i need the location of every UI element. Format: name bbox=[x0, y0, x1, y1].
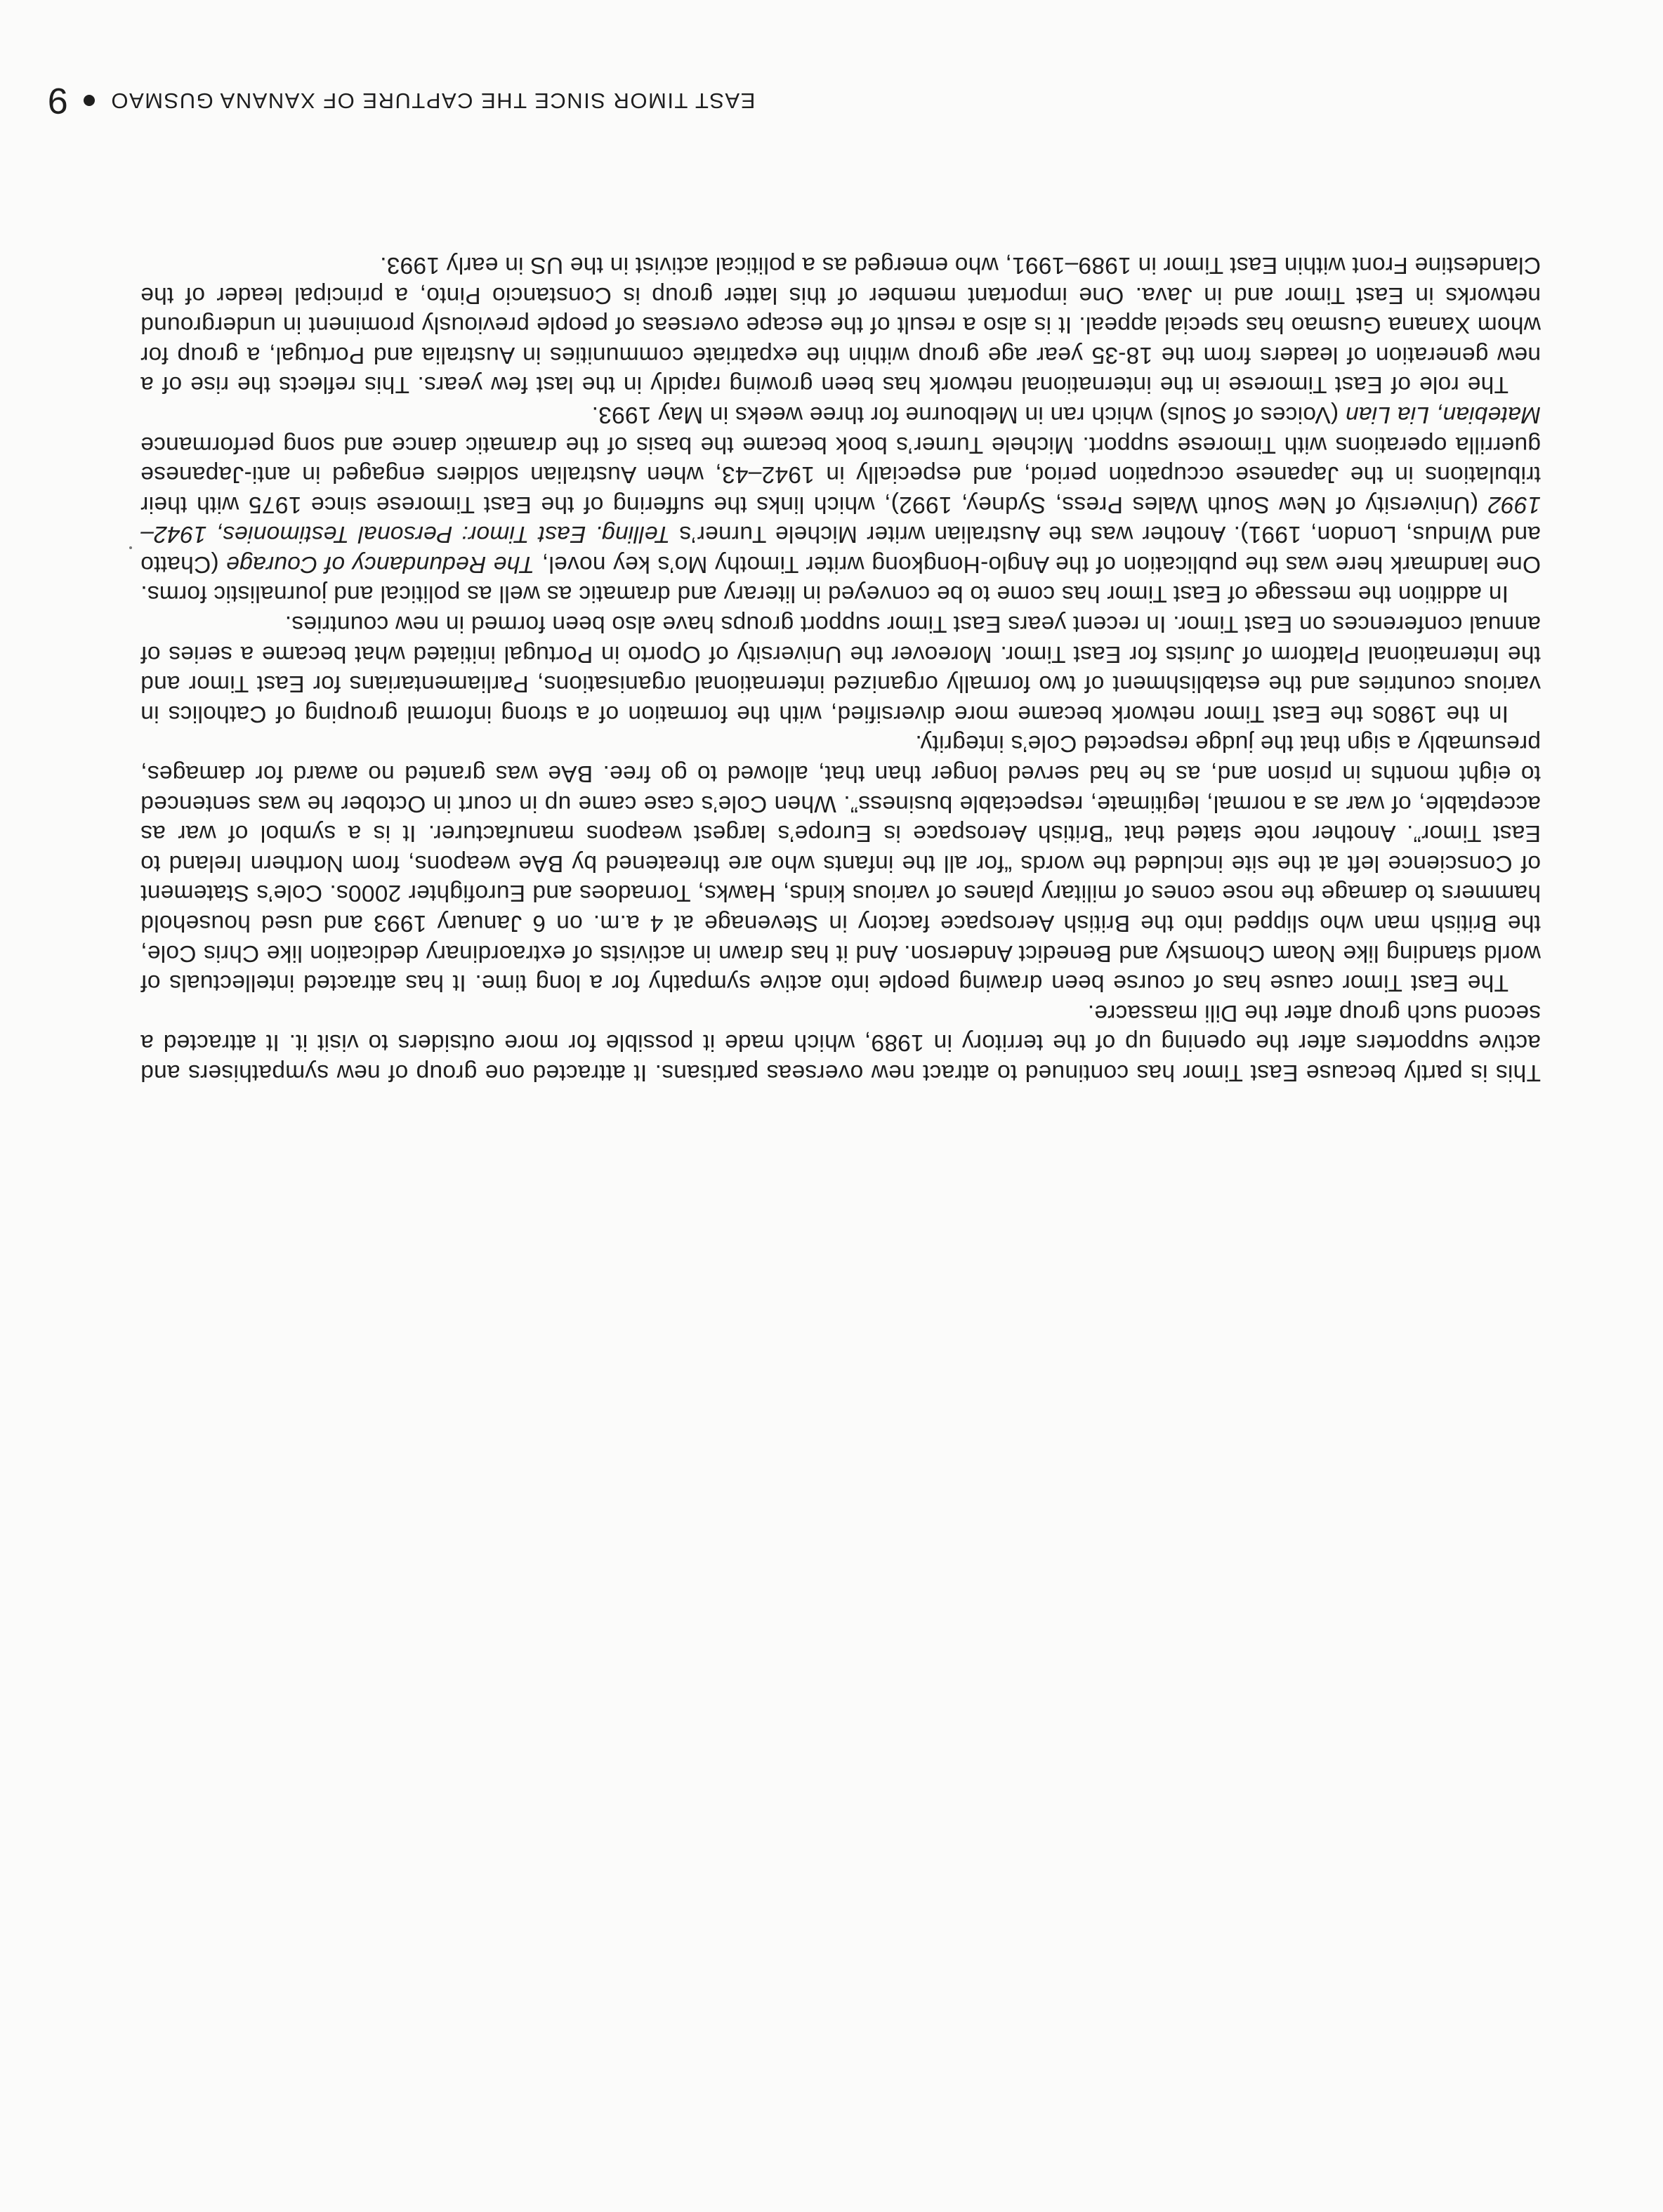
book-title-telling: Telling. East Timor: Personal Testimonies, 1942–1992 bbox=[140, 491, 1541, 548]
paragraph-1: This is partly because East Timor has continued to attract new overseas partisans. It attracted one group of new sympathisers and active supporters after the opening up of the territory in 1989, which made it possible for more outsiders to visit it. It attracted a second such group after the Dili massacre. bbox=[140, 999, 1541, 1086]
book-title-redundancy-of-courage: The Redundancy of Courage bbox=[226, 551, 535, 577]
paragraph-4-text-d: (Voices of Souls) which ran in Melbourne for three weeks in May 1993. bbox=[591, 401, 1346, 428]
performance-title-matebian: Matebian, Lia Lian bbox=[1345, 401, 1541, 428]
bullet-icon bbox=[84, 95, 95, 106]
running-head bbox=[48, 76, 1045, 125]
paragraph-2: The East Timor cause has of course been drawing people into active sympathy for a long time. It has attracted intellectuals of world standing like Noam Chomsky and Benedict Anderson. And it has drawn in activists of extraordinary dedication like Chris Cole, the British man who slipped into the British Aerospace factory in Stevenage at 4 a.m. on 6 January 1993 and used household hammers to damage the nose cones of military planes of various kinds, Hawks, Tornadoes and Eurofighter 2000s. Cole’s Statement of Conscience left at the site included the words “for all the infants who are threatened by BAe weapons, from Northern Ireland to East Timor”. Another note stated that “British Aerospace is Europe’s largest weapons manufacturer. It is a symbol of war as acceptable, of war as a normal, legitimate, respectable business”. When Cole’s case came up in court in October he was sentenced to eight months in prison and, as he had served longer than that, allowed to go free. BAe was granted no award for damages, presumably a sign that the judge respected Cole’s integrity. bbox=[140, 730, 1541, 996]
page-number: 9 bbox=[48, 80, 68, 121]
paragraph-4-text-c: (University of New South Wales Press, Sydney, 1992), which links the suffering of the East Timorese since 1975 with their tribulations in the Japanese occupation period, and especially in 1942–43, when Australian soldiers engaged in anti-Japanese guerrilla operations with Timorese support. Michele Turner’s book became the basis of the dramatic dance and song performance bbox=[140, 431, 1541, 518]
paragraph-4-text-b: (Chatto and Windus, London, 1991). Another was the Australian writer Michele Turner’s bbox=[140, 521, 1541, 577]
paragraph-5: The role of East Timorese in the international network has been growing rapidly in the last few years. This reflects the rise of a new generation of leaders from the 18-35 year age group within the expatriate communities in Australia and Portugal, a group for whom Xanana Gusmao has special appeal. It is also a result of the escape overseas of people previously prominent in underground networks in East Timor and in Java. One important member of this latter group is Constancio Pinto, a principal leader of the Clandestine Front within East Timor in 1989–1991, who emerged as a political activist in the US in early 1993. bbox=[140, 251, 1541, 398]
paragraph-3: In the 1980s the East Timor network became more diversified, with the formation of a strong informal grouping of Catholics in various countries and the establishment of two formally organized international organisations, Parliamentarians for East Timor and the International Platform of Jurists for East Timor. Moreover the University of Oporto in Portugal initiated what became a series of annual conferences on East Timor. In recent years East Timor support groups have also been formed in new countries. bbox=[140, 611, 1541, 727]
scan-speck bbox=[129, 546, 132, 549]
paragraph-4 bbox=[140, 399, 1541, 608]
running-head-title: EAST TIMOR SINCE THE CAPTURE OF XANANA GUSMAO bbox=[110, 88, 756, 113]
paragraph-4-text-a: In addition the message of East Timor has come to be conveyed in literary and dramatic as well as political and journalistic forms. One landmark here was the publication of the Anglo-Hongkong writer Timothy Mo’s key novel, bbox=[140, 551, 1541, 607]
body-text bbox=[140, 249, 1541, 1087]
